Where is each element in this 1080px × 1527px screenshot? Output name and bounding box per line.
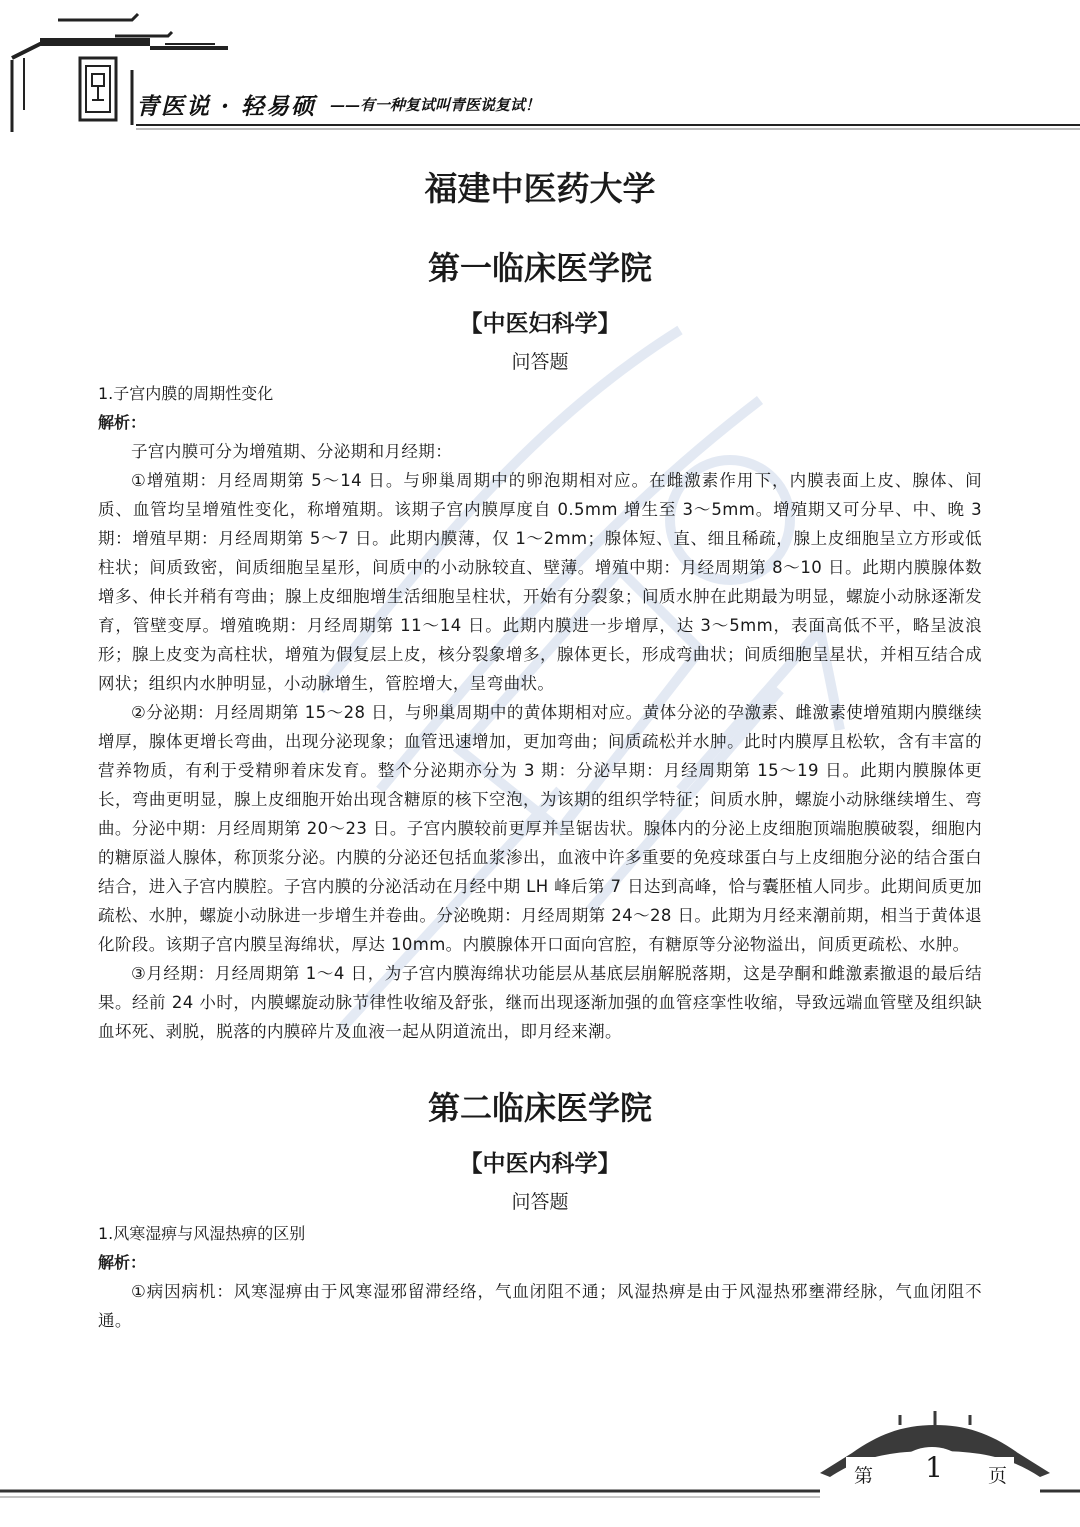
question-type-label: 问答题 <box>511 1191 569 1213</box>
analysis-paragraph: ③月经期：月经周期第 1～4 日，为子宫内膜海绵状功能层从基底层崩解脱落期，这是孕酮和雌激素撤退的最后结果。经前 24 小时，内膜螺旋动脉节律性收缩及舒张，继而出现逐渐加强的血管痉挛性收缩，导致远端血管壁及组织缺血坏死、剥脱，脱落的内膜碎片及血液一起从阴道流出，即月经来潮。 <box>98 964 982 1041</box>
analysis-label: 解析： <box>98 1253 147 1272</box>
question-text: 1.子宫内膜的周期性变化 <box>98 384 274 403</box>
analysis-label: 解析： <box>98 413 147 432</box>
page-suffix: 页 <box>988 1465 1008 1487</box>
analysis-paragraph: 子宫内膜可分为增殖期、分泌期和月经期： <box>131 442 453 461</box>
brand-slogan: ——有一种复试叫青医说复试！ <box>330 96 541 114</box>
page-prefix: 第 <box>854 1465 874 1487</box>
brand-logo-text: 青医说 · 轻易硕 <box>136 93 317 120</box>
question-type-label: 问答题 <box>511 351 569 373</box>
page-header <box>0 0 1080 140</box>
college-section <box>98 1080 982 1335</box>
subject-title: 【中医妇科学】 <box>459 311 621 337</box>
college-title: 第二临床医学院 <box>427 1089 652 1127</box>
analysis-paragraph: ②分泌期：月经周期第 15～28 日，与卵巢周期中的黄体期相对应。黄体分泌的孕激素、雌激素使增殖期内膜继续增厚，腺体更增长弯曲，出现分泌现象；血管迅速增加，更加弯曲；间质疏松并水肿。此时内膜厚且松软，含有丰富的营养物质，有利于受精卵着床发育。整个分泌期亦分为 3 期：分泌早期：月经周期第 15～19 日。此期内膜腺体更长，弯曲更明显，腺上皮细胞开始出现含糖原的核下空泡，为该期的组织学特征；间质水肿，螺旋小动脉继续增生、弯曲。分泌中期：月经周期第 20～23 日。子宫内膜较前更厚并呈锯齿状。腺体内的分泌上皮细胞顶端胞膜破裂，细胞内的糖原溢人腺体，称顶浆分泌。内膜的分泌还包括血浆渗出，血液中许多重要的免疫球蛋白与上皮细胞分泌的结合蛋白结合，进入子宫内膜腔。子宫内膜的分泌活动在月经中期 LH 峰后第 7 日达到高峰，恰与囊胚植人同步。此期间质更加疏松、水肿，螺旋小动脉进一步增生并卷曲。分泌晚期：月经周期第 24～28 日。此期为月经来潮前期，相当于黄体退化阶段。该期子宫内膜呈海绵状，厚达 10mm。内膜腺体开口面向宫腔，有糖原等分泌物溢出，间质更疏松、水肿。 <box>98 703 982 954</box>
analysis-paragraph: ①病因病机：风寒湿痹由于风寒湿邪留滞经络，气血闭阻不通；风湿热痹是由于风湿热邪壅滞经脉，气血闭阻不通。 <box>98 1282 982 1330</box>
page-footer <box>0 1395 1080 1527</box>
university-title: 福建中医药大学 <box>424 169 656 208</box>
college-title: 第一临床医学院 <box>427 249 652 287</box>
document-body <box>98 160 982 1335</box>
page-number: 1 <box>925 1451 943 1484</box>
college-section <box>98 240 982 1046</box>
subject-title: 【中医内科学】 <box>459 1151 621 1177</box>
analysis-paragraph: ①增殖期：月经周期第 5～14 日。与卵巢周期中的卵泡期相对应。在雌激素作用下，内膜表面上皮、腺体、间质、血管均呈增殖性变化，称增殖期。该期子宫内膜厚度自 0.5mm 增生至 3～5mm。增殖期又可分早、中、晚 3 期：增殖早期：月经周期第 5～7 日。此期内膜薄，仅 1～2mm；腺体短、直、细且稀疏，腺上皮细胞呈立方形或低柱状；间质致密，间质细胞呈星形，间质中的小动脉较直、壁薄。增殖中期：月经周期第 8～10 日。此期内膜腺体数增多、伸长并稍有弯曲；腺上皮细胞增生活细胞呈柱状，开始有分裂象；间质水肿在此期最为明显，螺旋小动脉逐渐发育，管壁变厚。增殖晚期：月经周期第 11～14 日。此期内膜进一步增厚，达 3～5mm，表面高低不平，略呈波浪形；腺上皮变为高柱状，增殖为假复层上皮，核分裂象增多，腺体更长，形成弯曲状；间质细胞呈星状，并相互结合成网状；组织内水肿明显，小动脉增生，管腔增大，呈弯曲状。 <box>98 471 982 693</box>
question-text: 1.风寒湿痹与风湿热痹的区别 <box>98 1224 306 1243</box>
